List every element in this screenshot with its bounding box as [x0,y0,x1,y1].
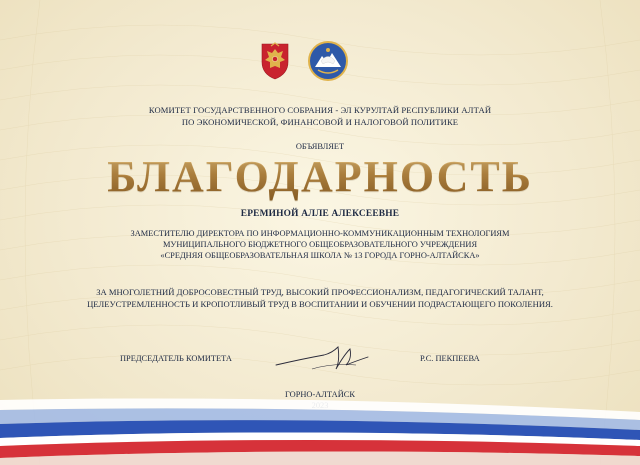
tricolor-ribbons [0,380,640,465]
russia-coat-of-arms-icon [259,40,291,80]
position-line-1: ЗАМЕСТИТЕЛЮ ДИРЕКТОРА ПО ИНФОРМАЦИОННО-КОММУНИКАЦИОННЫМ ТЕХНОЛОГИЯМ [130,229,510,238]
recipient-name: ЕРЕМИНОЙ АЛЛЕ АЛЕКСЕЕВНЕ [240,209,400,219]
committee-line-1: КОМИТЕТ ГОСУДАРСТВЕННОГО СОБРАНИЯ - ЭЛ КУРУЛТАЙ РЕСПУБЛИКИ АЛТАЙ [148,105,492,115]
committee-line-2: ПО ЭКОНОМИЧЕСКОЙ, ФИНАНСОВОЙ И НАЛОГОВОЙ ПОЛИТИКЕ [181,117,459,127]
recipient-position [0,228,640,261]
emblems-row [259,40,379,86]
certificate-title: БЛАГОДАРНОСТЬ [0,151,640,202]
signature-row [0,349,640,373]
merit-statement [0,286,640,310]
position-line-2: МУНИЦИПАЛЬНОГО БЮДЖЕТНОГО ОБЩЕОБРАЗОВАТЕЛЬНОГО УЧРЕЖДЕНИЯ [162,240,478,249]
committee-name [0,104,640,128]
city-name: ГОРНО-АЛТАЙСК [285,390,355,399]
announces-label: ОБЪЯВЛЯЕТ [295,142,345,151]
signatory-post: ПРЕДСЕДАТЕЛЬ КОМИТЕТА [120,354,232,363]
merit-line-2: ЦЕЛЕУСТРЕМЛЕННОСТЬ И КРОПОТЛИВЫЙ ТРУД В ВОСПИТАНИИ И ОБУЧЕНИИ ПОДРАСТАЮЩЕГО ПОКОЛЕНИЯ. [87,299,553,309]
merit-line-1: ЗА МНОГОЛЕТНИЙ ДОБРОСОВЕСТНЫЙ ТРУД, ВЫСОКИЙ ПРОФЕССИОНАЛИЗМ, ПЕДАГОГИЧЕСКИЙ ТАЛАНТ, [96,287,544,297]
position-line-3: «СРЕДНЯЯ ОБЩЕОБРАЗОВАТЕЛЬНАЯ ШКОЛА № 13 ГОРОДА ГОРНО-АЛТАЙСКА» [160,251,480,260]
altai-republic-coat-of-arms-icon [307,40,349,82]
signatory-name: Р.С. ПЕКПЕЕВА [420,354,480,363]
handwritten-signature [272,335,372,375]
